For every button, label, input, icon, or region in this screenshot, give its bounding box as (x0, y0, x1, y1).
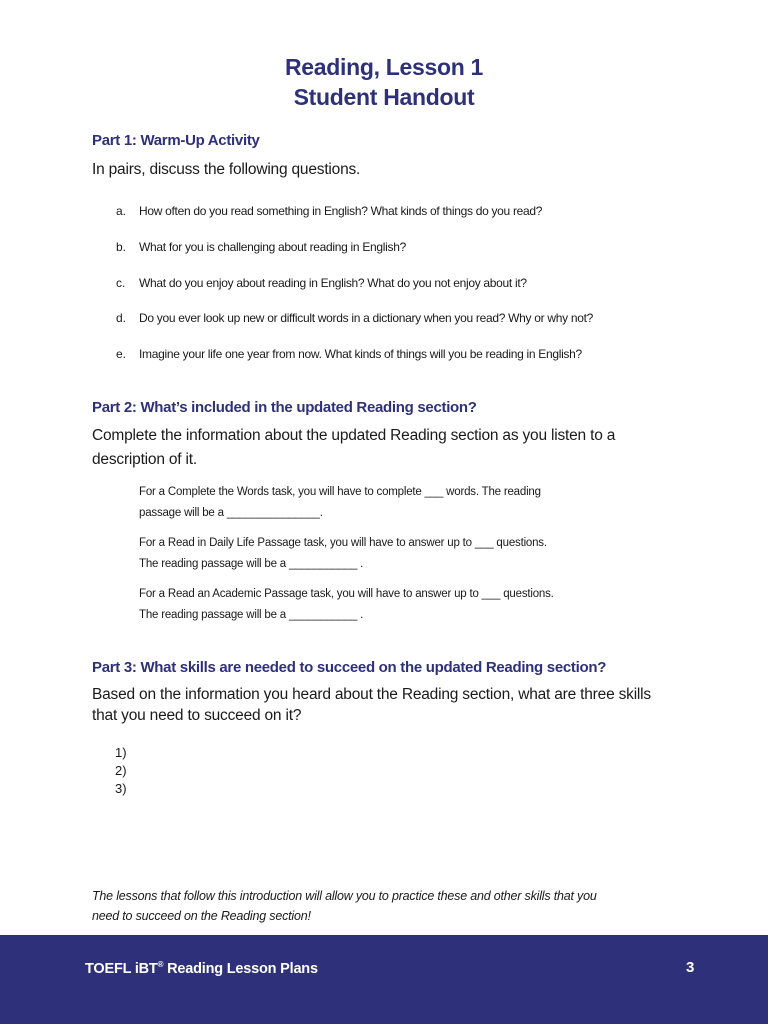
footer-bar (0, 935, 768, 1024)
task-line: The reading passage will be a ___________ . (139, 558, 364, 570)
task-line: For a Read an Academic Passage task, you will have to answer up to ___ questions. (139, 588, 554, 600)
question-marker: d. (116, 311, 127, 325)
task-line: For a Complete the Words task, you will have to complete ___ words. The reading (139, 486, 541, 498)
handout-title (0, 52, 768, 112)
question-text: What do you enjoy about reading in English? What do you not enjoy about it? (139, 276, 527, 290)
registered-mark: ® (157, 960, 164, 969)
question-marker: a. (116, 204, 127, 218)
title-line-2: Student Handout (293, 84, 475, 110)
part3-heading: Part 3: What skills are needed to succeed on the updated Reading section? (92, 659, 607, 676)
footer-title-prefix: TOEFL iBT (85, 961, 158, 977)
answer-number: 2) (115, 763, 127, 778)
question-marker: c. (116, 276, 126, 290)
task-item (139, 533, 609, 575)
answer-number: 3) (115, 781, 127, 796)
question-text: What for you is challenging about reading in English? (139, 240, 406, 254)
task-line: passage will be a _______________. (139, 507, 323, 519)
task-item (139, 482, 609, 524)
footer-title (85, 961, 318, 977)
page-number: 3 (686, 959, 695, 976)
title-line-1: Reading, Lesson 1 (284, 54, 484, 80)
answer-number: 1) (115, 745, 127, 760)
part3-instruction: Based on the information you heard about the Reading section, what are three skills that you need to succeed on it? (92, 686, 651, 724)
task-item (139, 584, 609, 626)
closing-note: The lessons that follow this introduction will allow you to practice these and other skills that you need to succeed on the Reading section! (92, 889, 597, 923)
task-line: For a Read in Daily Life Passage task, you will have to answer up to ___ questions. (139, 537, 547, 549)
part1-heading: Part 1: Warm-Up Activity (92, 132, 260, 149)
question-text: Do you ever look up new or difficult words in a dictionary when you read? Why or why not? (139, 311, 593, 325)
question-text: How often do you read something in English? What kinds of things do you read? (139, 204, 543, 218)
part1-instruction: In pairs, discuss the following questions. (92, 161, 361, 178)
question-marker: e. (116, 347, 127, 361)
task-line: The reading passage will be a ___________ . (139, 609, 364, 621)
question-text: Imagine your life one year from now. What kinds of things will you be reading in English? (139, 347, 582, 361)
question-marker: b. (116, 240, 127, 254)
footer-title-suffix: Reading Lesson Plans (163, 961, 318, 977)
part2-heading: Part 2: What’s included in the updated Reading section? (92, 399, 477, 416)
part2-instruction: Complete the information about the updated Reading section as you listen to a description of it. (92, 427, 616, 468)
